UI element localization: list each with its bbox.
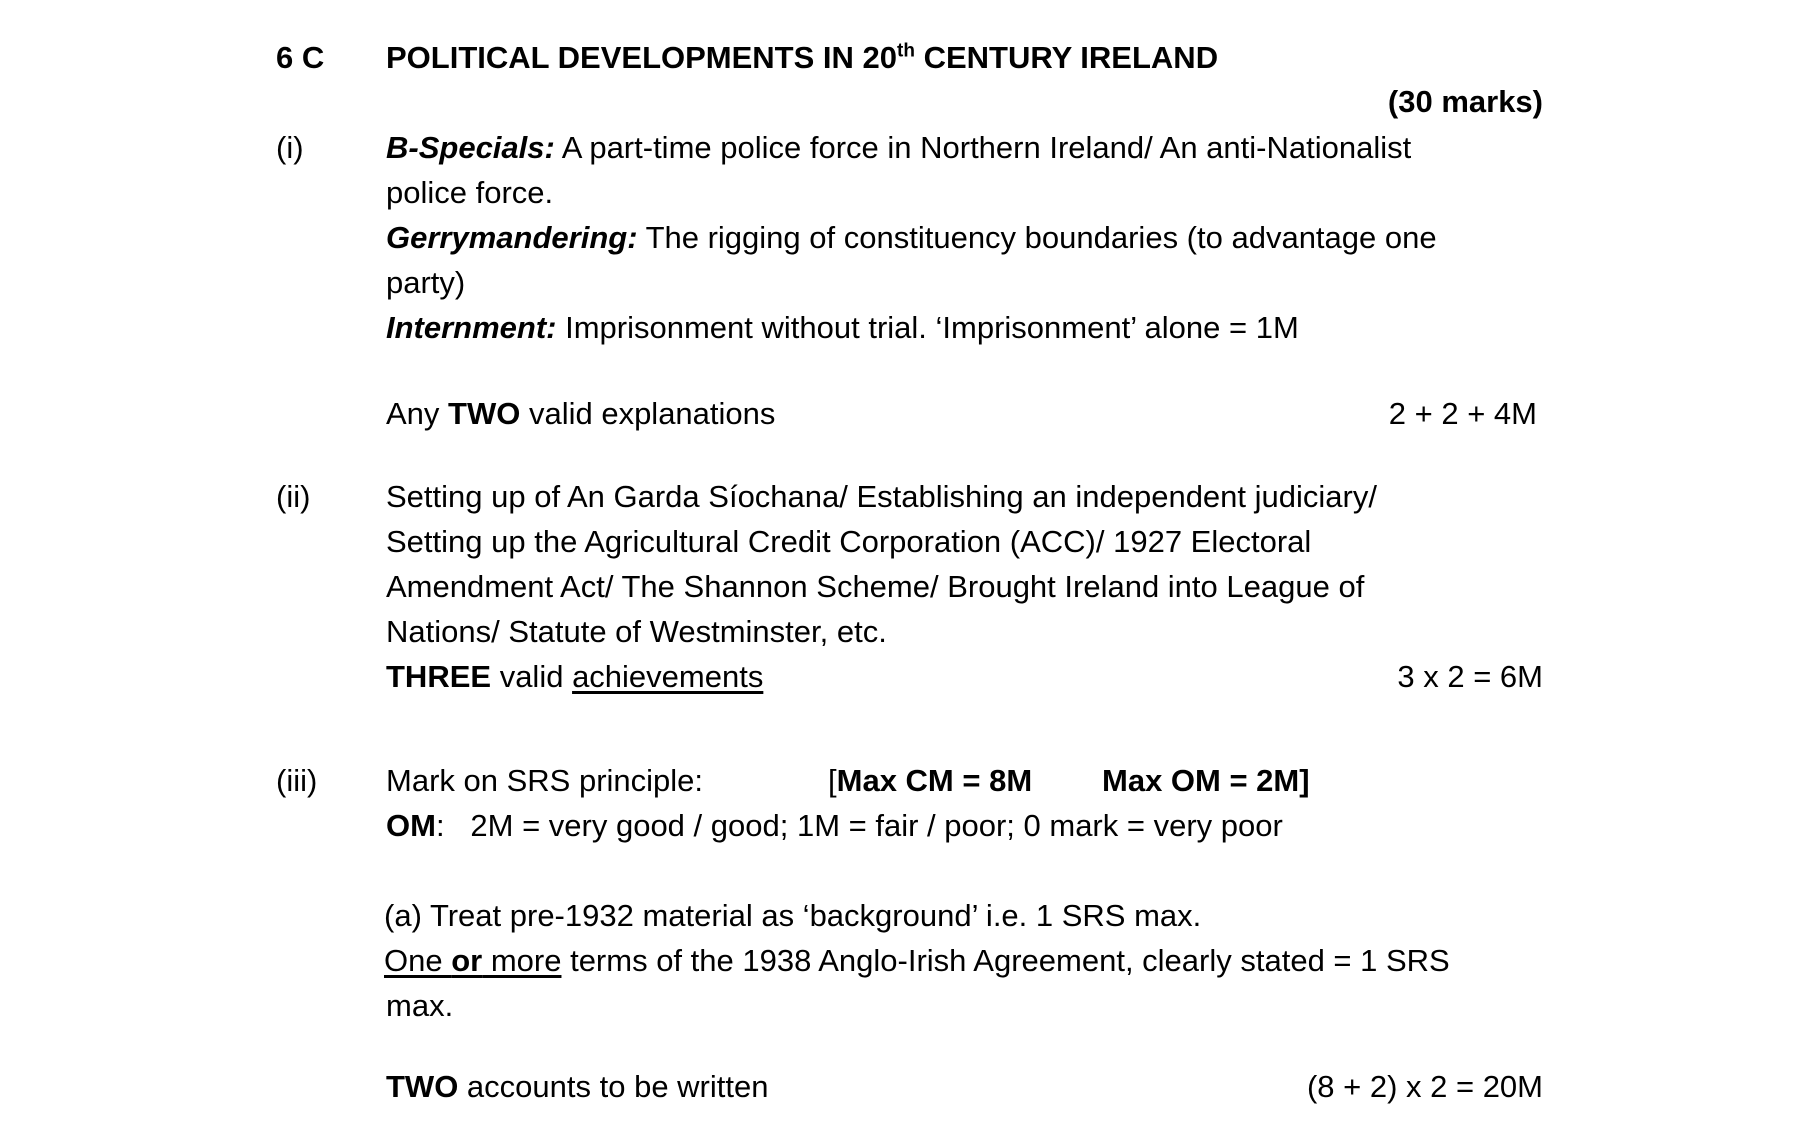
question-number: 6 C xyxy=(276,40,325,75)
b-specials-line xyxy=(386,128,1411,168)
terms-underlined xyxy=(384,943,561,978)
terms-or: or xyxy=(451,943,483,978)
title-text: POLITICAL DEVELOPMENTS IN 20 xyxy=(386,40,898,75)
om-text: : 2M = very good / good; 1M = fair / poor; 0 mark = very poor xyxy=(435,808,1283,843)
summary-emphasis: TWO xyxy=(386,1069,459,1104)
gerrymandering-line-2: party) xyxy=(386,265,466,300)
max-om: Max OM = 2M] xyxy=(1102,763,1310,798)
title-superscript: th xyxy=(897,40,915,62)
part-ii-line-1: Setting up of An Garda Síochana/ Establishing an independent judiciary/ xyxy=(386,479,1377,514)
summary-text: accounts to be written xyxy=(458,1069,769,1104)
terms-one: One xyxy=(384,943,452,978)
part-ii-line-4: Nations/ Statute of Westminster, etc. xyxy=(386,614,887,649)
summary-underlined: achievements xyxy=(572,659,764,694)
b-specials-definition: A part-time police force in Northern Ireland/ An anti-Nationalist xyxy=(554,130,1412,165)
summary-text-end: valid explanations xyxy=(520,396,776,431)
part-ii-summary xyxy=(386,657,763,697)
part-iii-label: (iii) xyxy=(276,763,318,798)
summary-text: valid xyxy=(491,659,573,694)
part-i-label: (i) xyxy=(276,130,304,165)
part-ii-label: (ii) xyxy=(276,479,311,514)
part-iii-a-line: (a) Treat pre-1932 material as ‘background’ i.e. 1 SRS max. xyxy=(384,898,1202,933)
part-iii-marks: (8 + 2) x 2 = 20M xyxy=(1306,1069,1543,1104)
part-ii-marks: 3 x 2 = 6M xyxy=(1397,659,1543,694)
part-iii-summary xyxy=(386,1067,768,1107)
b-specials-term: B-Specials: xyxy=(386,130,555,165)
max-marks-note xyxy=(828,761,1032,801)
terms-more: more xyxy=(482,943,562,978)
terms-rest: terms of the 1938 Anglo-Irish Agreement, clearly stated = 1 SRS xyxy=(561,943,1450,978)
gerrymandering-definition: The rigging of constituency boundaries (to advantage one xyxy=(637,220,1437,255)
part-ii-line-2: Setting up the Agricultural Credit Corporation (ACC)/ 1927 Electoral xyxy=(386,524,1312,559)
terms-line xyxy=(384,941,1450,981)
internment-definition: Imprisonment without trial. ‘Imprisonment’ alone = 1M xyxy=(556,310,1299,345)
internment-term: Internment: xyxy=(386,310,557,345)
total-marks: (30 marks) xyxy=(1387,84,1543,119)
om-line xyxy=(386,806,1283,846)
max-cm: Max CM = 8M xyxy=(836,763,1033,798)
terms-line-2: max. xyxy=(386,988,454,1023)
gerrymandering-line xyxy=(386,218,1437,258)
question-title xyxy=(386,38,1218,78)
bracket-open: [ xyxy=(828,763,837,798)
title-text-end: CENTURY IRELAND xyxy=(914,40,1219,75)
part-i-marks: 2 + 2 + 4M xyxy=(1388,396,1537,431)
summary-emphasis: TWO xyxy=(448,396,521,431)
om-label: OM xyxy=(386,808,436,843)
part-ii-line-3: Amendment Act/ The Shannon Scheme/ Brought Ireland into League of xyxy=(386,569,1365,604)
part-i-summary xyxy=(386,394,775,434)
internment-line xyxy=(386,308,1299,348)
summary-emphasis: THREE xyxy=(386,659,492,694)
srs-principle-text: Mark on SRS principle: xyxy=(386,763,704,798)
summary-text: Any xyxy=(386,396,449,431)
gerrymandering-term: Gerrymandering: xyxy=(386,220,638,255)
b-specials-line-2: police force. xyxy=(386,175,554,210)
